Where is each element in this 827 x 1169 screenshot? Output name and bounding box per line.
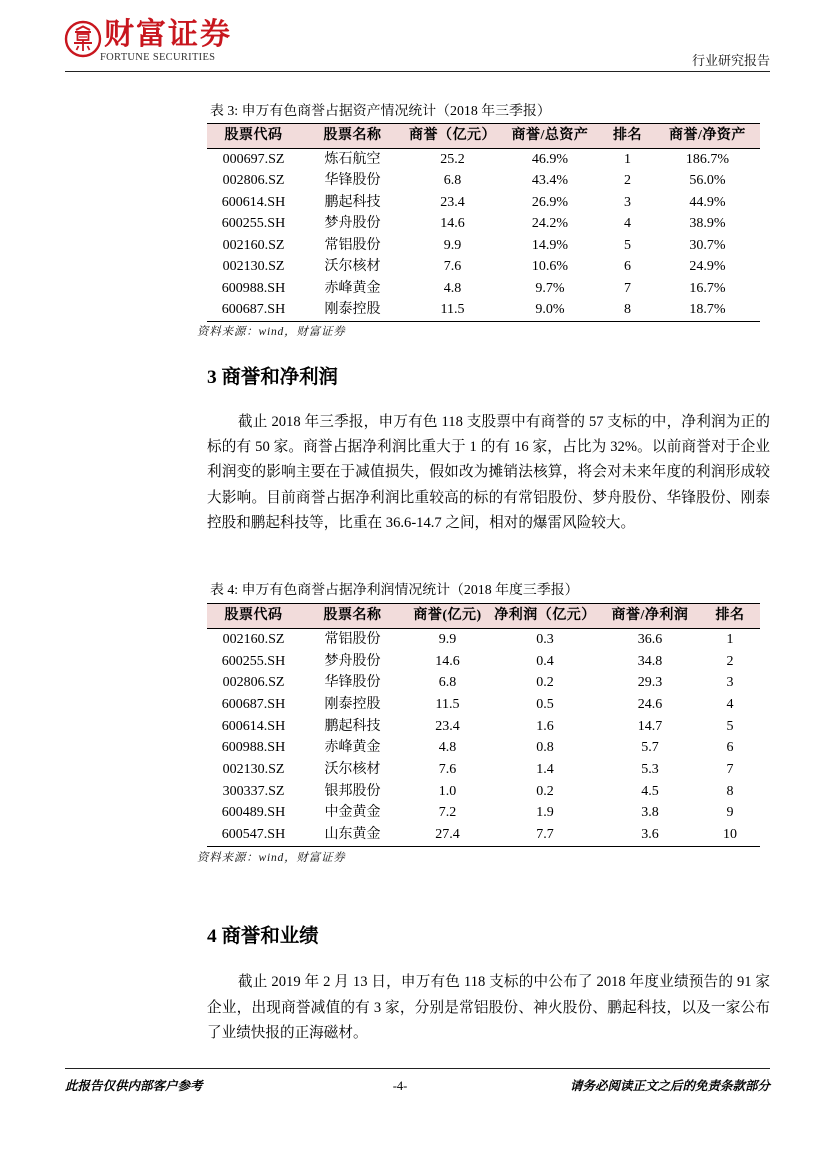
stock-code-cell: 600614.SH <box>221 718 286 734</box>
goodwill-to-net-assets-cell: 30.7% <box>689 237 726 253</box>
goodwill-cell: 14.6 <box>435 653 460 669</box>
col-header-stock-name: 股票名称 <box>300 604 405 629</box>
stock-name-cell: 常铝股份 <box>324 237 381 253</box>
goodwill-cell: 6.8 <box>438 675 457 691</box>
stock-name-cell: 鹏起科技 <box>324 718 381 734</box>
goodwill-to-net-profit-cell: 34.8 <box>637 653 663 669</box>
rank-cell: 7 <box>726 761 734 777</box>
rank-cell: 8 <box>600 300 655 322</box>
report-type-label: 行业研究报告 <box>691 53 770 68</box>
col-header-stock-code: 股票代码 <box>207 604 300 629</box>
net-profit-cell: 1.6 <box>536 718 554 734</box>
goodwill-to-net-assets-cell: 24.9% <box>689 259 726 275</box>
table-row <box>207 235 760 257</box>
goodwill-cell: 11.5 <box>435 696 460 712</box>
goodwill-to-net-profit-cell: 24.6 <box>637 696 663 712</box>
section-heading: 3 商誉和净利润 <box>207 367 338 388</box>
stock-name-cell: 中金黄金 <box>324 805 381 821</box>
table-row <box>207 192 760 214</box>
footer-notice: 此报告仅供内部客户参考 <box>65 1079 203 1093</box>
goodwill-cell: 27.4 <box>405 824 490 846</box>
goodwill-to-total-assets-cell: 24.2% <box>531 216 569 232</box>
goodwill-net-profit-table <box>207 603 760 847</box>
stock-code-cell: 002160.SZ <box>222 631 285 647</box>
stock-name-cell: 华锋股份 <box>324 675 381 691</box>
footer-disclaimer-note: 请务必阅读正文之后的免责条款部分 <box>569 1079 770 1093</box>
rank-cell: 2 <box>624 173 631 189</box>
stock-code-cell: 300337.SZ <box>222 783 285 799</box>
goodwill-to-net-profit-cell: 3.6 <box>600 824 700 846</box>
goodwill-to-net-assets-cell: 38.9% <box>689 216 726 232</box>
table-body <box>207 149 760 322</box>
goodwill-assets-table <box>207 123 760 322</box>
rank-cell: 2 <box>726 653 734 669</box>
col-header-goodwill-to-net-assets: 商誉/净资产 <box>655 124 760 149</box>
table-header-row <box>207 124 760 149</box>
paragraph-line: 大影响。目前商誉占据净利润比重较高的标的有常铝股份、梦舟股份、华锋股份、刚泰 <box>207 489 770 506</box>
stock-code-cell: 000697.SZ <box>222 151 285 167</box>
table-row <box>207 737 760 759</box>
goodwill-to-net-profit-cell: 3.8 <box>641 805 659 821</box>
stock-code-cell: 002160.SZ <box>222 237 285 253</box>
stock-code-cell: 600255.SH <box>221 653 286 669</box>
stock-name-cell: 炼石航空 <box>324 151 381 167</box>
stock-code-cell: 600255.SH <box>221 216 286 232</box>
col-header-rank: 排名 <box>700 604 760 629</box>
stock-code-cell: 002806.SZ <box>222 675 285 691</box>
goodwill-to-net-assets-cell: 18.7% <box>655 300 760 322</box>
logo-subtitle: FORTUNE SECURITIES <box>100 52 216 63</box>
goodwill-to-net-profit-cell: 5.3 <box>641 761 659 777</box>
goodwill-to-net-profit-cell: 4.5 <box>641 783 659 799</box>
stock-name-cell: 山东黄金 <box>300 824 405 846</box>
goodwill-to-total-assets-cell: 14.9% <box>531 237 569 253</box>
net-profit-cell: 0.5 <box>536 696 554 712</box>
stock-name-cell: 常铝股份 <box>324 631 381 647</box>
logo-emblem-icon <box>64 20 102 58</box>
table-caption: 表 3: 申万有色商誉占据资产情况统计（2018 年三季报） <box>210 104 551 119</box>
section-paragraph <box>207 410 770 536</box>
stock-name-cell: 刚泰控股 <box>324 696 381 712</box>
table-body <box>207 629 760 847</box>
table-row <box>207 694 760 716</box>
paragraph-line: 利润变的影响主要在于减值损失，假如改为摊销法核算，将会对未来年度的利润形成较 <box>207 464 770 481</box>
goodwill-to-total-assets-cell: 10.6% <box>531 259 569 275</box>
goodwill-cell: 1.0 <box>438 783 457 799</box>
section-heading: 4 商誉和业绩 <box>207 926 319 947</box>
stock-name-cell: 梦舟股份 <box>324 653 381 669</box>
table-row <box>207 629 760 651</box>
stock-code-cell: 600614.SH <box>221 194 286 210</box>
stock-code-cell: 002806.SZ <box>222 173 285 189</box>
stock-code-cell: 600687.SH <box>207 300 300 322</box>
goodwill-to-total-assets-cell: 26.9% <box>531 194 569 210</box>
goodwill-to-net-profit-cell: 36.6 <box>637 631 663 647</box>
table-row <box>207 214 760 236</box>
net-profit-cell: 0.2 <box>536 675 554 691</box>
col-header-goodwill: 商誉（亿元） <box>405 124 500 149</box>
paragraph-line: 了业绩快报的正海磁材。 <box>207 1025 368 1041</box>
stock-code-cell: 002130.SZ <box>222 259 285 275</box>
stock-name-cell: 梦舟股份 <box>324 216 381 232</box>
goodwill-to-net-profit-cell: 5.7 <box>641 740 659 756</box>
rank-cell: 8 <box>726 783 734 799</box>
table-row <box>207 278 760 300</box>
table-row <box>207 672 760 694</box>
footer-divider <box>65 1068 770 1069</box>
stock-name-cell: 华锋股份 <box>324 173 381 189</box>
table-row <box>207 803 760 825</box>
stock-name-cell: 沃尔核材 <box>324 761 381 777</box>
table-row <box>207 759 760 781</box>
goodwill-to-net-assets-cell: 186.7% <box>685 151 730 167</box>
table-row <box>207 824 760 846</box>
stock-name-cell: 鹏起科技 <box>324 194 381 210</box>
section-paragraph <box>207 970 770 1047</box>
stock-name-cell: 刚泰控股 <box>300 300 405 322</box>
table-row <box>207 716 760 738</box>
logo-wordmark: 财富证券 <box>104 17 232 52</box>
goodwill-cell: 4.8 <box>438 740 457 756</box>
stock-code-cell: 600988.SH <box>221 740 286 756</box>
table-source-note: 资料来源：wind，财富证券 <box>197 326 346 338</box>
col-header-goodwill: 商誉(亿元) <box>405 604 490 629</box>
paragraph-line: 企业，出现商誉减值的有 3 家，分别是常铝股份、神火股份、鹏起科技，以及一家公布 <box>207 999 770 1016</box>
table-caption: 表 4: 申万有色商誉占据净利润情况统计（2018 年度三季报） <box>210 583 579 598</box>
goodwill-cell: 11.5 <box>405 300 500 322</box>
rank-cell: 3 <box>624 194 631 210</box>
net-profit-cell: 7.7 <box>490 824 600 846</box>
goodwill-cell: 9.9 <box>438 631 457 647</box>
col-header-net-profit: 净利润（亿元） <box>490 604 600 629</box>
col-header-goodwill-to-total-assets: 商誉/总资产 <box>500 124 600 149</box>
table-row <box>207 171 760 193</box>
header-divider <box>65 71 770 72</box>
col-header-goodwill-to-net-profit: 商誉/净利润 <box>600 604 700 629</box>
paragraph-line: 截止 2018 年三季报，申万有色 118 支股票中有商誉的 57 支标的中，净利润为正的 <box>238 414 770 430</box>
rank-cell: 10 <box>700 824 760 846</box>
goodwill-cell: 14.6 <box>440 216 465 232</box>
net-profit-cell: 1.9 <box>536 805 554 821</box>
rank-cell: 4 <box>726 696 734 712</box>
table-row <box>207 300 760 322</box>
stock-name-cell: 赤峰黄金 <box>324 280 381 296</box>
rank-cell: 6 <box>726 740 734 756</box>
stock-code-cell: 600489.SH <box>221 805 286 821</box>
goodwill-cell: 23.4 <box>440 194 465 210</box>
rank-cell: 5 <box>726 718 734 734</box>
rank-cell: 9 <box>726 805 734 821</box>
goodwill-to-net-profit-cell: 14.7 <box>637 718 663 734</box>
goodwill-to-total-assets-cell: 46.9% <box>531 151 569 167</box>
col-header-stock-name: 股票名称 <box>300 124 405 149</box>
goodwill-cell: 7.6 <box>443 259 462 275</box>
net-profit-cell: 0.8 <box>536 740 554 756</box>
rank-cell: 6 <box>624 259 631 275</box>
goodwill-to-total-assets-cell: 9.0% <box>500 300 600 322</box>
stock-code-cell: 600687.SH <box>221 696 286 712</box>
rank-cell: 1 <box>726 631 734 647</box>
goodwill-to-total-assets-cell: 43.4% <box>531 173 569 189</box>
stock-code-cell: 002130.SZ <box>222 761 285 777</box>
table-row <box>207 651 760 673</box>
table-source-note: 资料来源：wind，财富证券 <box>197 852 346 864</box>
net-profit-cell: 0.3 <box>536 631 554 647</box>
table-header-row <box>207 604 760 629</box>
stock-name-cell: 沃尔核材 <box>324 259 381 275</box>
goodwill-to-net-assets-cell: 44.9% <box>689 194 726 210</box>
table-row <box>207 257 760 279</box>
rank-cell: 5 <box>624 237 631 253</box>
col-header-rank: 排名 <box>600 124 655 149</box>
goodwill-cell: 9.9 <box>443 237 462 253</box>
col-header-stock-code: 股票代码 <box>207 124 300 149</box>
rank-cell: 1 <box>624 151 631 167</box>
net-profit-cell: 0.2 <box>536 783 554 799</box>
stock-name-cell: 银邦股份 <box>324 783 381 799</box>
stock-code-cell: 600547.SH <box>207 824 300 846</box>
goodwill-to-net-assets-cell: 56.0% <box>689 173 726 189</box>
rank-cell: 7 <box>624 280 631 296</box>
goodwill-cell: 7.6 <box>438 761 457 777</box>
goodwill-cell: 7.2 <box>438 805 457 821</box>
net-profit-cell: 0.4 <box>536 653 554 669</box>
paragraph-line: 截止 2019 年 2 月 13 日，申万有色 118 支标的中公布了 2018 年度业绩预告的 91 家 <box>238 974 770 990</box>
goodwill-cell: 4.8 <box>443 280 462 296</box>
table-row <box>207 149 760 171</box>
goodwill-to-net-profit-cell: 29.3 <box>637 675 663 691</box>
net-profit-cell: 1.4 <box>536 761 554 777</box>
table-row <box>207 781 760 803</box>
rank-cell: 4 <box>624 216 631 232</box>
page-number: -4- <box>392 1079 408 1093</box>
goodwill-cell: 6.8 <box>443 173 462 189</box>
paragraph-line: 控股和鹏起科技等，比重在 36.6-14.7 之间，相对的爆雷风险较大。 <box>207 514 636 531</box>
goodwill-to-total-assets-cell: 9.7% <box>535 280 565 296</box>
rank-cell: 3 <box>726 675 734 691</box>
stock-code-cell: 600988.SH <box>221 280 286 296</box>
goodwill-cell: 23.4 <box>435 718 460 734</box>
paragraph-line: 标的有 50 家。商誉占据净利润比重大于 1 的有 16 家，占比为 32%。以前商誉对于企业 <box>207 439 770 456</box>
stock-name-cell: 赤峰黄金 <box>324 740 381 756</box>
goodwill-cell: 25.2 <box>440 151 465 167</box>
goodwill-to-net-assets-cell: 16.7% <box>689 280 726 296</box>
